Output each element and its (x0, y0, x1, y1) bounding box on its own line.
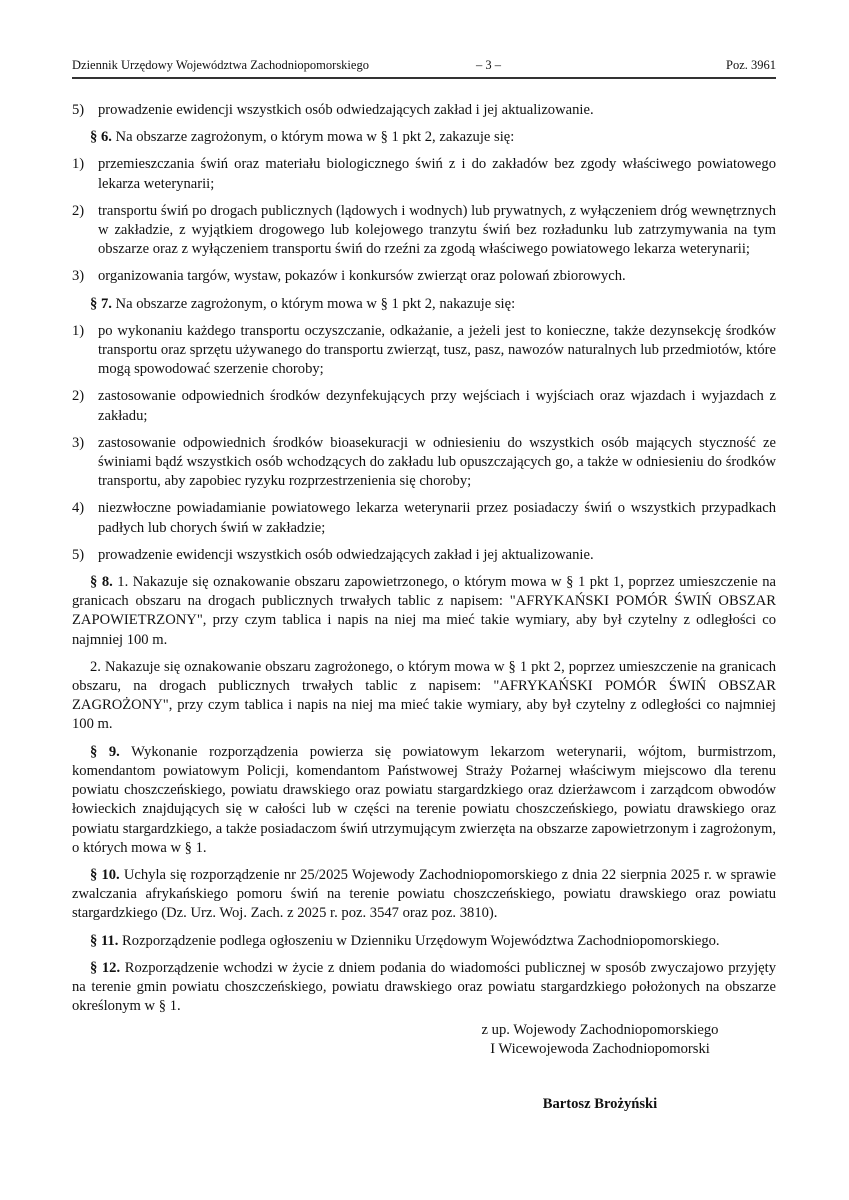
section-6-intro (72, 128, 776, 147)
list-item (72, 434, 776, 492)
section-12 (72, 959, 776, 1017)
section-text: Rozporządzenie wchodzi w życie z dniem podania do wiadomości publicznej w sposób zwyczajowo przyjęty na terenie gmin powiatu choszczeńskiego, powiatu drawskiego oraz powiatu stargardzkiego położonych na obszarze określonym w § 1. (72, 959, 777, 1015)
item-number: 3) (72, 268, 85, 285)
item-number: 1) (72, 322, 85, 339)
section-text: 1. Nakazuje się oznakowanie obszaru zapowietrzonego, o którym mowa w § 1 pkt 1, poprzez umieszczenie na granicach obszaru na drogach publicznych trwałych tablic z napisem: "AFRYKAŃSKI POMÓR ŚWIŃ OBSZAR ZAPOWIETRZONY", przy czym tablica i napis na niej ma mieć takie wymiary, aby był czytelny z odległości co najmniej 100 m. (72, 574, 777, 648)
signature-authority: z up. Wojewody Zachodniopomorskiego (481, 1022, 719, 1038)
item-text: transportu świń po drogach publicznych (lądowych i wodnych) lub prywatnych, z wyłączeniem dróg wewnętrznych w zakładzie, z wyjątkiem drogowego lub kolejowego tranzytu świń bez rozładunku lub zatrzymywania na tym obszarze oraz z wyłączeniem transportu świń do rzeźni za zgodą właściwego powiatowego lekarza weterynarii; (98, 202, 776, 258)
section-text: Na obszarze zagrożonym, o którym mowa w § 1 pkt 2, zakazuje się: (111, 129, 515, 146)
list-item (72, 322, 776, 380)
signature-block (440, 1021, 760, 1059)
item-number: 1) (72, 156, 85, 173)
section-text: Na obszarze zagrożonym, o którym mowa w § 1 pkt 2, nakazuje się: (111, 295, 516, 312)
item-number: 5) (72, 546, 85, 563)
section-8-paragraph-1 (72, 573, 776, 650)
section-label: § 11. (90, 932, 119, 949)
section-label: § 6. (90, 129, 112, 146)
section-label: § 12. (90, 959, 121, 976)
list-item (72, 267, 776, 286)
section-7-intro (72, 295, 776, 314)
list-item (72, 202, 776, 260)
item-text: przemieszczania świń oraz materiału biologicznego świń z i do zakładów bez zgody właściwego powiatowego lekarza weterynarii; (98, 156, 776, 192)
item-text: organizowania targów, wystaw, pokazów i konkursów zwierząt oraz polowań zbiorowych. (98, 268, 626, 285)
page-header (72, 55, 776, 79)
section-8-paragraph-2: 2. Nakazuje się oznakowanie obszaru zagrożonego, o którym mowa w § 1 pkt 2, poprzez umieszczenie na granicach obszaru, na drogach publicznych trwałych tablic z napisem: "AFRYKAŃSKI POMÓR ŚWIŃ OBSZAR ZAGROŻONY", przy czym tablica i napis na niej ma mieć takie wymiary, aby był czytelny z odległości co najmniej 100 m. (72, 658, 776, 733)
item-text: zastosowanie odpowiednich środków bioasekuracji w odniesieniu do wszystkich osób mających styczność ze świniami bądź wszystkich osób wchodzących do zakładu lub opuszczających go, a także w odniesieniu do środków transportu, aby zapobiec ryzyku rozprzestrzenienia się choroby; (98, 434, 776, 490)
section-text: Uchyla się rozporządzenie nr 25/2025 Wojewody Zachodniopomorskiego z dnia 22 sierpnia 2025 r. w sprawie zwalczania afrykańskiego pomoru świń na terenie powiatu choszczeńskiego, powiatu drawskiego oraz powiatu stargardzkiego (Dz. Urz. Woj. Zach. z 2025 r. poz. 3547 oraz poz. 3810). (72, 866, 776, 922)
list-item (72, 387, 776, 425)
signature-title: I Wicewojewoda Zachodniopomorski (490, 1041, 710, 1057)
item-text: prowadzenie ewidencji wszystkich osób odwiedzających zakład i jej aktualizowanie. (98, 546, 594, 563)
section-label: § 7. (90, 295, 112, 312)
signatory-name: Bartosz Brożyński (542, 1096, 658, 1112)
section-label: § 8. (90, 574, 113, 591)
item-number: 5) (72, 102, 85, 118)
page-number: – 3 – (476, 58, 501, 72)
section-label: § 9. (90, 743, 120, 760)
list-item (72, 155, 776, 193)
section-label: § 10. (90, 866, 120, 883)
item-number: 4) (72, 500, 85, 517)
item-text: niezwłoczne powiadamianie powiatowego lekarza weterynarii przez posiadaczy świń o wszystkich przypadkach padłych lub chorych świń w zakładzie; (98, 500, 776, 536)
list-item (72, 499, 776, 537)
item-text: prowadzenie ewidencji wszystkich osób odwiedzających zakład i jej aktualizowanie. (98, 102, 594, 118)
section-9 (72, 743, 776, 858)
position-number: Poz. 3961 (726, 58, 776, 72)
item-number: 3) (72, 434, 85, 451)
item-number: 2) (72, 202, 85, 219)
section-10 (72, 866, 776, 924)
section-text: Rozporządzenie podlega ogłoszeniu w Dzienniku Urzędowym Województwa Zachodniopomorskiego. (118, 932, 720, 949)
list-item (72, 101, 776, 120)
document-body (72, 101, 776, 1024)
item-number: 2) (72, 388, 85, 405)
item-text: po wykonaniu każdego transportu oczyszczanie, odkażanie, a jeżeli jest to konieczne, także dezynsekcję środków transportu oraz sprzętu używanego do transportu zwierząt, tusz, pasz, nawozów naturalnych lub przedmiotów, które mogą spowodować szerzenie choroby; (98, 322, 776, 378)
item-text: zastosowanie odpowiednich środków dezynfekujących przy wejściach i wyjściach oraz wjazdach i wyjazdach z zakładu; (98, 388, 776, 424)
section-11 (72, 932, 776, 951)
journal-title: Dziennik Urzędowy Województwa Zachodniopomorskiego (72, 58, 369, 72)
section-text: Wykonanie rozporządzenia powierza się powiatowym lekarzom weterynarii, wójtom, burmistrzom, komendantom powiatowym Policji, komendantom Państwowej Straży Pożarnej właściwym miejscowo dla terenu powiatu choszczeńskiego, powiatu drawskiego oraz powiatu stargardzkiego oraz dzierżawcom i zarządcom obwodów łowieckich znajdujących się w całości lub w części na terenie powiatu choszczeńskiego, powiatu drawskiego oraz powiatu stargardzkiego, a także posiadaczom świń utrzymującym zwierzęta na obszarze zapowietrzonym i zagrożonym, o których mowa w § 1. (72, 743, 777, 856)
list-item (72, 546, 776, 565)
